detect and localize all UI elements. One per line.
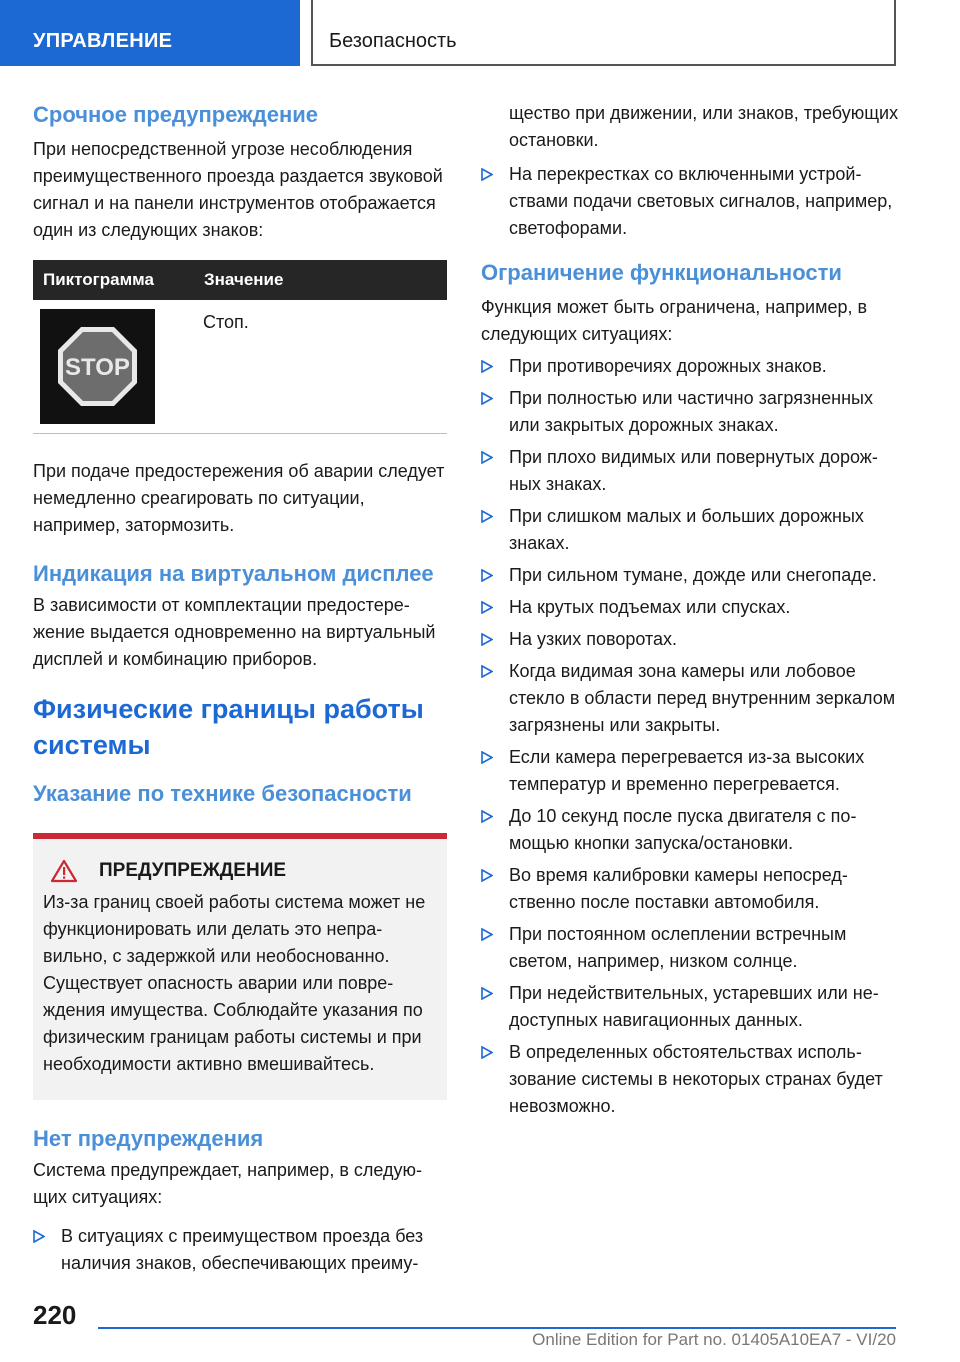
urgent-warning-heading: Срочное предупреждение [33,102,319,127]
list-item: На перекрестках со включенными устройствами подачи световых сигналов, например, светофорами. [481,161,899,242]
list-item: При постоянном ослеплении встречным светом, например, низком солнце. [481,921,899,975]
list-item: На крутых подъемах или спусках. [481,594,899,621]
list-item: До 10 секунд после пуска двигателя с помощью кнопки запуска/остановки. [481,803,899,857]
bullet-triangle-icon [481,928,493,941]
list-item: В ситуациях с преимуществом проезда без наличия знаков, обеспечивающих преиму- [33,1223,447,1277]
warning-title: ПРЕДУПРЕЖДЕНИЕ [99,860,287,881]
bullet-triangle-icon [481,392,493,405]
list-item: При противоречиях дорожных знаков. [481,353,899,380]
bullet-triangle-icon [481,869,493,882]
warning-box [33,833,447,1100]
virtual-display-heading: Индикация на виртуальном дисплее [33,561,434,586]
warning-triangle-icon [51,859,77,883]
list-item: При сильном тумане, дожде или снегопаде. [481,562,899,589]
bullet-triangle-icon [481,665,493,678]
function-limits-text: Функция может быть ограничена, например, в следующих ситуациях: [481,297,868,344]
no-warning-text: Система предупреждает, например, в следующих ситуациях: [33,1160,423,1207]
bullet-triangle-icon [481,510,493,523]
chapter-tab [0,0,300,66]
left-column [33,100,447,1282]
list-item: Когда видимая зона камеры или лобовое стекло в области перед внутренним зеркалом загрязнены или закрыты. [481,658,899,739]
physical-limits-heading: Физические границы работы системы [33,694,424,760]
urgent-warning-text: При непосредственной угрозе несоблюдения преимущественного проезда раздается звуковой сигнал и на панели инструментов отображается один из следующих знаков: [33,139,443,240]
safety-note-heading: Указание по технике безопасности [33,781,412,806]
bullet-triangle-icon [481,569,493,582]
list-item: Во время калибровки камеры непосредственно после поставки автомобиля. [481,862,899,916]
bullet-triangle-icon [481,601,493,614]
after-table-text: При подаче предостережения об аварии следует немедленно среагировать по ситуации, например, затормозить. [33,461,445,535]
table-row [33,300,447,434]
list-item: В определенных обстоятельствах использование системы в некоторых странах будет невозможно. [481,1039,899,1120]
footer-divider [98,1327,896,1329]
right-column [481,100,899,1125]
table-header-pictogram: Пиктограмма [43,270,154,289]
page-number: 220 [33,1300,77,1330]
table-header [33,260,447,300]
bullet-triangle-icon [481,987,493,1000]
function-limits-heading: Ограничение функциональности [481,260,842,285]
bullet-triangle-icon [481,810,493,823]
bullet-triangle-icon [481,451,493,464]
list-item: При слишком малых и больших дорожных знаках. [481,503,899,557]
no-warning-list-cont [481,161,899,242]
no-warning-list [33,1223,447,1277]
bullet-triangle-icon [481,633,493,646]
bullet-triangle-icon [481,360,493,373]
bullet-triangle-icon [481,1046,493,1059]
list-item: При плохо видимых или повернутых дорожных знаках. [481,444,899,498]
page-header [0,0,960,66]
table-meaning-stop: Стоп. [203,312,249,332]
warning-text: Из-за границ своей работы система может не функционировать или делать это неправильно, с задержкой или необоснованно. Существует опасность аварии или повреждения имущества. Соблюдайте указания по физическим границам работы системы и при необходимости активно вмешивайтесь. [43,892,426,1074]
bullet-triangle-icon [33,1230,45,1243]
chapter-title: УПРАВЛЕНИЕ [33,30,173,52]
stop-sign-text: STOP [65,354,130,381]
stop-sign-icon [40,309,155,424]
section-title: Безопасность [329,30,457,52]
bullet-triangle-icon [481,168,493,181]
virtual-display-text: В зависимости от комплектации предостережение выдается одновременно на виртуальный дисплей и комбинацию приборов. [33,595,436,669]
bullet-triangle-icon [481,751,493,764]
edition-text: Online Edition for Part no. 01405A10EA7 - VI/20 [532,1330,896,1349]
list-item: При полностью или частично загрязненных или закрытых дорожных знаках. [481,385,899,439]
list-item: При недействительных, устаревших или недоступных навигационных данных. [481,980,899,1034]
function-limits-list [481,353,899,1120]
stop-sign-pictogram [40,309,155,424]
list-item: На узких поворотах. [481,626,899,653]
table-header-meaning: Значение [204,270,284,289]
list-continuation: щество при движении, или знаков, требующих остановки. [509,103,899,150]
list-item: Если камера перегревается из-за высоких температур и временно перегревается. [481,744,899,798]
section-tab [311,0,896,66]
no-warning-heading: Нет предупреждения [33,1126,264,1151]
pictogram-table [33,260,447,434]
